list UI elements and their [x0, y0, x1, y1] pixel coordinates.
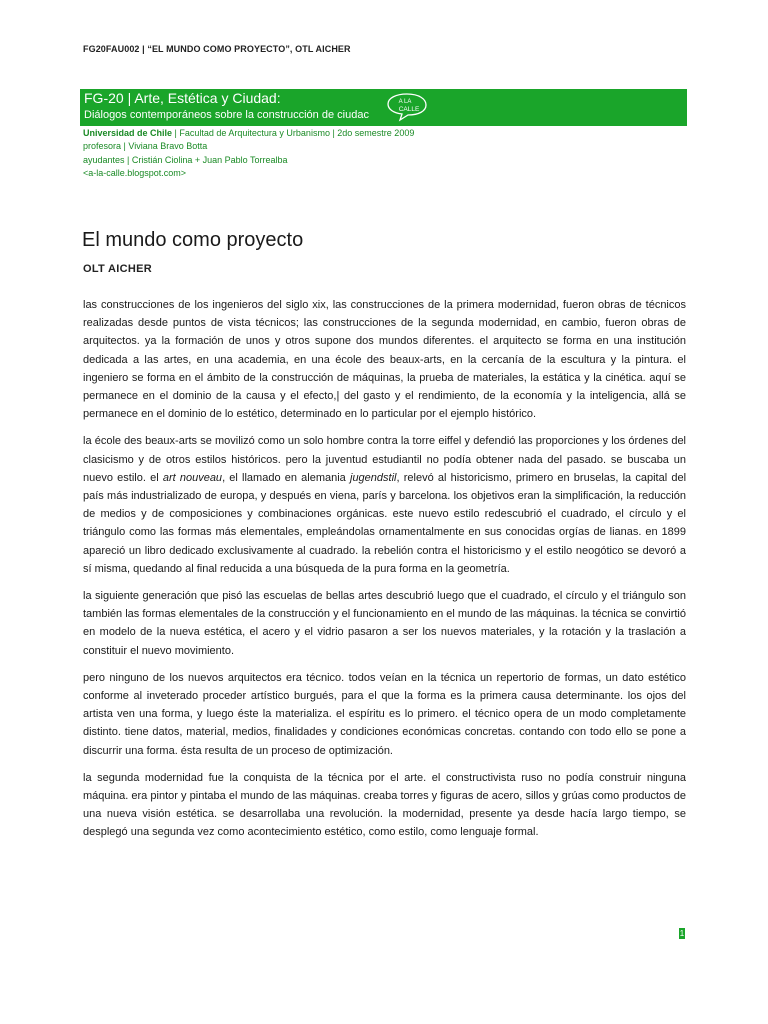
paragraph-5: la segunda modernidad fue la conquista de la técnica por el arte. el constructivista ruso no podía construir ninguna máquina. era pintor y pintaba el mundo de las máquinas. creaba torres y figuras de acero, sillos y grúas como productos de una nueva visión estética. se desarrollaba una revolución. la modernidad, presente ya desde hacía largo tiempo, se desplegó una segunda vez como acontecimiento estético, como estilo, como lenguaje formal. — [83, 771, 686, 839]
logo-text-bottom: CALLE — [398, 106, 420, 113]
paragraph-2-part-c: , relevó al historicismo, primero en bruselas, la capital del país más industrializado de europa, y después en viena, parís y barcelona. los objetivos eran la simplificación, la reducción de medios y de composiciones y combinaciones orgánicas. este nuevo estilo redescubrió el cuadrado, el círculo y el triángulo como las formas más elementales, empleándolas ornamentalmente en sus conocidas orgías de lianas. en 1899 apareció un libro dedicado exclusivamente al cuadrado. la rebelión contra el historicismo y el estilo neogótico se devoró a sí misma, quedando al final reducida a una búsqueda de la pura forma en la geometría. — [83, 471, 687, 575]
paragraph-2 — [83, 432, 686, 578]
blog-line: <a-la-calle.blogspot.com> — [83, 167, 187, 178]
paragraph-2-part-a: la école des beaux-arts se movilizó como un solo hombre contra la torre eiffel y defendió las proporciones y los órdenes del clasicismo y de otros estilos históricos. pero la juventud estudiantil no podía obtener nada del pasado. se buscaba un nuevo estilo. el — [83, 435, 686, 484]
banner-subtitle: Diálogos contemporáneos sobre la construcción de ciudac — [84, 109, 369, 121]
logo-text-top: A LA — [398, 99, 412, 105]
course-info-line-1 — [83, 127, 414, 140]
paragraph-4: pero ninguno de los nuevos arquitectos era técnico. todos veían en la técnica un repertorio de formas, un dato estético conforme al inveterado proceder artístico burgués, para el que la forma es la primera causa determinante. los ojos del artista ven una forma, y luego éste la materializa. el espíritu es lo primero. el técnico opera de un modo completamente distinto. tiene datos, material, medios, finalidades y condiciones económicas concretas. contando con todo ello se pone a discurrir una forma. ésta resulta de un proceso de optimización. — [83, 671, 686, 757]
paragraph-1: las construcciones de los ingenieros del siglo xix, las construcciones de la primera modernidad, fueron obras de técnicos realizadas desde puntos de vista técnicos; las construcciones de la segunda modernidad, en cambio, fueron obras de arquitectos. ya la formación de unos y otros supone dos mundos diferentes. el arquitecto se forma en una institución dedicada a las artes, en una academia, en una école des beaux-arts, en la cercanía de la escultura y la pintura. el ingeniero se forma en el ámbito de la construcción de máquinas, la prueba de materiales, la estática y la cinética. aquí se permanece en el dominio de la causa y el efecto,| del gasto y el rendimiento, de la economía y la inteligencia, allá se permanece en el dominio de lo estético, determinado en lo particular por el ejemplo histórico. — [83, 299, 686, 421]
banner-title: FG-20 | Arte, Estética y Ciudad: — [84, 90, 281, 106]
university-name: Universidad de Chile — [83, 128, 173, 138]
running-head: FG20FAU002 | “EL MUNDO COMO PROYECTO”, OTL AICHER — [83, 44, 351, 54]
document-author: OLT AICHER — [83, 263, 152, 275]
document-body — [83, 296, 686, 851]
page-number: 1 — [679, 929, 685, 938]
document-title: El mundo como proyecto — [82, 229, 304, 251]
assistants-line: ayudantes | Cristián Ciolina + Juan Pablo Torrealba — [83, 154, 288, 165]
paragraph-3: la siguiente generación que pisó las escuelas de bellas artes descubrió luego que el cuadrado, el círculo y el triángulo son también las formas elementales de la construcción y el funcionamiento en el mundo de las máquinas. la técnica se convirtió en modelo de la nueva estética, el acero y el vidrio pasaron a ser los nuevos materiales, y la rotación y la traslación a constituir el nuevo movimiento. — [83, 590, 686, 657]
professor-line: profesora | Viviana Bravo Botta — [83, 141, 208, 152]
faculty-line: | Facultad de Arquitectura y Urbanismo | 2do semestre 2009 — [172, 128, 415, 138]
paragraph-2-part-b: , el llamado en alemania — [222, 471, 350, 484]
art-nouveau-term: art nouveau — [162, 471, 223, 484]
course-info — [83, 127, 414, 180]
course-banner — [80, 89, 687, 126]
jugendstil-term: jugendstil — [350, 471, 397, 484]
a-la-calle-logo — [386, 92, 428, 122]
